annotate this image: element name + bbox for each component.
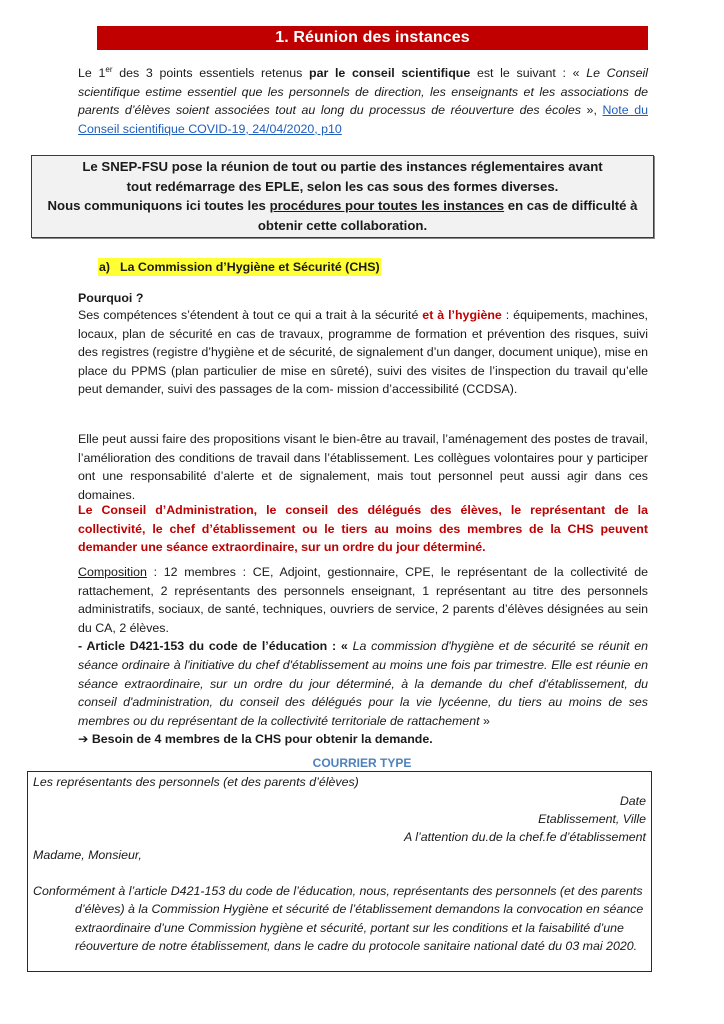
letter-template-heading: COURRIER TYPE — [312, 756, 412, 770]
intro-paragraph — [78, 64, 648, 138]
intro-text: des 3 points essentiels retenus — [112, 66, 310, 80]
intro-bold: par le conseil scientifique — [309, 66, 471, 80]
composition-label: Composition — [78, 565, 147, 579]
letter-date: Date — [619, 794, 646, 808]
subsection-title: La Commission d’Hygiène et Sécurité (CHS) — [120, 260, 380, 274]
letter-greeting: Madame, Monsieur, — [33, 848, 142, 862]
emphasis-red: et à l’hygiène — [422, 308, 502, 322]
section-title: 1. Réunion des instances — [275, 29, 470, 46]
source-link[interactable]: Note du Conseil scientifique COVID-19, 24/04/2020, p10 — [78, 103, 649, 136]
callout-underlined: procédures pour toutes les instances — [269, 198, 505, 213]
letter-sender: Les représentants des personnels (et des parents d’élèves) — [33, 775, 359, 789]
callout-text: Nous communiquons ici toutes les — [47, 198, 270, 213]
callout-text: en cas de difficulté à obtenir cette collaboration. — [257, 198, 638, 233]
paragraph-text: Ses compétences s’étendent à tout ce qui a trait à la sécurité — [78, 308, 423, 322]
intro-superscript: er — [105, 65, 113, 74]
intro-text: », — [580, 103, 603, 117]
competences-paragraph — [78, 306, 648, 399]
intro-lead: Le 1 — [78, 66, 106, 80]
section-title-bar — [97, 26, 648, 50]
letter-recipient: A l’attention du.de la chef.fe d’établissement — [404, 830, 646, 844]
intro-quote: Le Conseil scientifique estime essentiel que les personnels de direction, les enseignants et les associations de parents d’élèves soient associées tout au long du processus de réouverture des écoles — [78, 66, 648, 117]
callout-line-2 — [32, 196, 653, 235]
callout-box — [31, 155, 654, 238]
subsection-number: a) — [99, 260, 111, 274]
proposals-paragraph: Elle peut aussi faire des propositions visant le bien-être au travail, l’aménagement des postes de travail, l’amélioration des conditions de travail dans l’établissement. Les collègues volontaires pour y participer ont une responsabilité d’alerte et de signalement, mais tout personnel peut aussi agir dans ces domaines. — [78, 432, 648, 502]
composition-text: : 12 membres : CE, Adjoint, gestionnaire, CPE, le représentant de la collectivité de rattachement, 2 représentants des personnels enseignant, 1 représentant au titre des personnels administratifs, sociaux, de santé, techniques, ouvriers de service, 2 parents d’élèves désignées au sein du CA, 2 élèves. — [78, 565, 648, 635]
extraordinary-session-paragraph: Le Conseil d’Administration, le conseil des délégués des élèves, le représentant de la collectivité, le chef d’établissement ou le tiers au moins des membres de la CHS peuvent demander une séance extraordinaire, sur un ordre du jour déterminé. — [78, 503, 648, 555]
requirement-note: Besoin de 4 membres de la CHS pour obtenir la demande. — [88, 732, 433, 747]
callout-line-1: Le SNEP-FSU pose la réunion de tout ou partie des instances réglementaires avant tout redémarrage des EPLE, selon les cas sous des formes diverses. — [82, 159, 603, 194]
arrow-right-icon: ➔ — [78, 732, 89, 747]
intro-text: est le suivant : « — [470, 66, 587, 80]
paragraph-text: : équipements, machines, locaux, plan de sécurité en cas de travaux, programme de formation et prévention des risques, suivi des registres (registre d’hygiène et de sécurité, de signalement d’un danger, document unique), mise en place du PPMS (plan particulier de mise en sûreté), suivi des visites de l’inspection du travail qu’elle peut demander, suivi des passages de la com- mission d’accessibilité (CCDSA). — [78, 308, 648, 397]
subsection-heading — [98, 258, 381, 276]
composition-paragraph — [78, 563, 648, 749]
article-label: - Article D421-153 du code de l’éducation : « — [78, 639, 353, 654]
letter-template-box — [27, 771, 652, 972]
article-close: » — [479, 713, 490, 728]
why-label: Pourquoi ? — [78, 291, 144, 305]
article-quote: La commission d'hygiène et de sécurité se réunit en séance ordinaire à l'initiative du chef d'établissement au moins une fois par trimestre. Elle est réunie en séance extraordinaire, sur un ordre du jour déterminé, à la demande du chef d'établissement, du conseil d'administration, du conseil des délégués pour la vie lycéenne, du tiers au moins de ses membres ou du représentant de la collectivité territoriale de rattachement — [78, 639, 648, 728]
letter-body: Conformément à l’article D421-153 du code de l’éducation, nous, représentants des personnels (et des parents d’élèves) à la Commission Hygiène et sécurité de l’établissement demandons la convocation en séance extraordinaire d’une Commission hygiène et sécurité, portant sur les conditions et la faisabilité d’une réouverture de notre établissement, dans le cadre du protocole sanitaire national daté du 03 mai 2020. — [33, 884, 644, 954]
letter-establishment: Etablissement, Ville — [538, 812, 646, 826]
